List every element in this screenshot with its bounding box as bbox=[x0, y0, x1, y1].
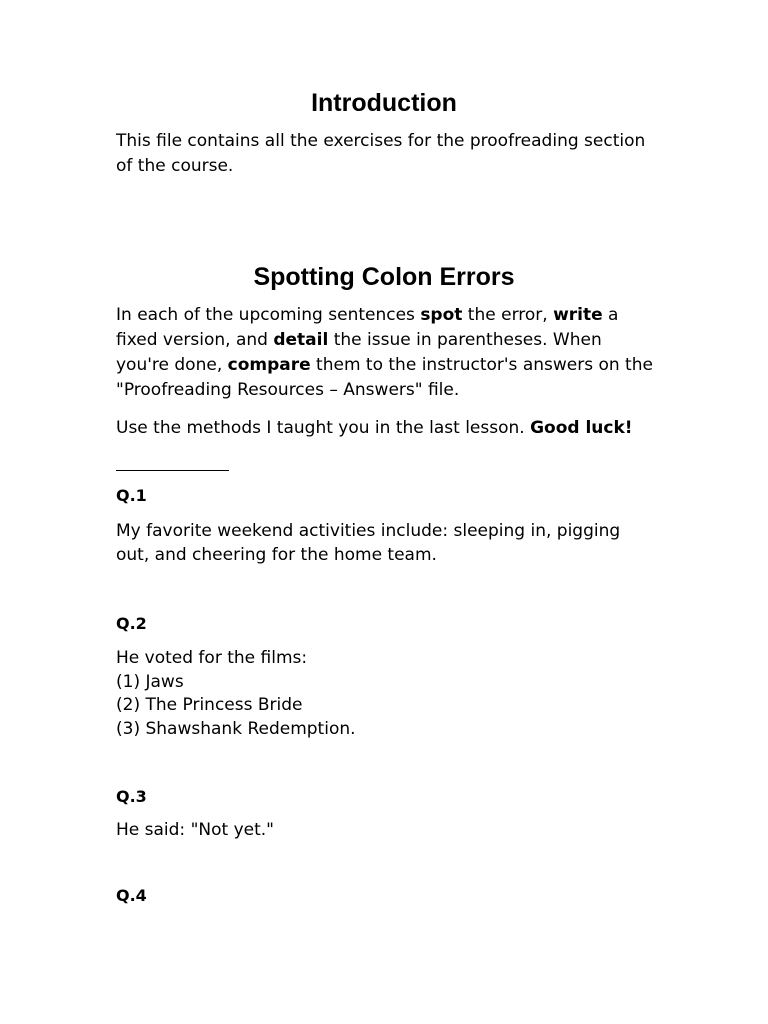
instruction-keyword: compare bbox=[227, 355, 311, 375]
methods-text: Use the methods I taught you in the last lesson. bbox=[116, 418, 531, 438]
intro-text: This file contains all the exercises for the proofreading section of the course. bbox=[116, 131, 646, 176]
question-line: (1) Jaws bbox=[116, 671, 184, 692]
methods-paragraph bbox=[116, 416, 656, 441]
good-luck-text: Good luck! bbox=[530, 418, 633, 438]
question-text: My favorite weekend activities include: sleeping in, pigging out, and cheering for the home team. bbox=[116, 521, 621, 565]
section-heading: Spotting Colon Errors bbox=[253, 263, 515, 291]
question-label: Q.3 bbox=[116, 787, 147, 806]
instruction-text: them to the instructor's answers on the "Proofreading Resources – Answers" file. bbox=[116, 355, 653, 400]
question-list bbox=[116, 647, 356, 741]
question-text: He said: "Not yet." bbox=[116, 820, 274, 840]
instruction-keyword: detail bbox=[273, 330, 329, 350]
question-label: Q.1 bbox=[116, 486, 147, 505]
question-line: (3) Shawshank Redemption. bbox=[116, 718, 356, 739]
question-line: (2) The Princess Bride bbox=[116, 695, 303, 715]
instruction-text: the issue in parentheses. When you're done, bbox=[116, 330, 602, 375]
instruction-text: In each of the upcoming sentences bbox=[116, 305, 421, 325]
instruction-text: a fixed version, and bbox=[116, 305, 619, 350]
question-label: Q.4 bbox=[116, 886, 147, 905]
instruction-text: the error, bbox=[462, 305, 554, 325]
instruction-keyword: write bbox=[553, 305, 603, 325]
intro-heading: Introduction bbox=[311, 89, 457, 117]
question-label: Q.2 bbox=[116, 614, 147, 633]
separator-line bbox=[116, 470, 229, 471]
instructions-paragraph bbox=[116, 303, 656, 403]
question-line: He voted for the films: bbox=[116, 648, 308, 668]
instruction-keyword: spot bbox=[420, 305, 463, 325]
